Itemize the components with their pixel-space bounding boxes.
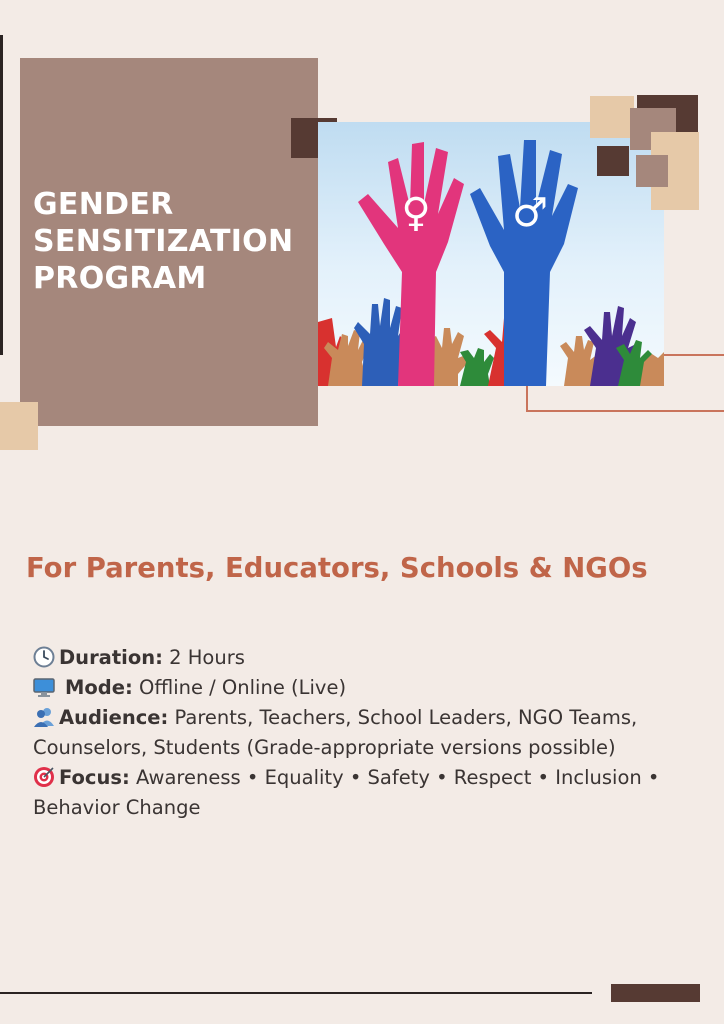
target-icon bbox=[33, 766, 55, 788]
frame-line bbox=[664, 354, 724, 356]
clock-icon bbox=[33, 646, 55, 668]
decor-square-beige bbox=[590, 96, 634, 138]
program-details bbox=[33, 643, 693, 823]
title-line-2: SENSITIZATION bbox=[33, 224, 294, 259]
frame-line bbox=[526, 410, 724, 412]
frame-line bbox=[526, 386, 528, 412]
detail-mode bbox=[33, 673, 693, 703]
female-symbol-icon: ♀ bbox=[401, 190, 431, 236]
title-line-3: PROGRAM bbox=[33, 261, 207, 296]
audience-label: Audience: bbox=[59, 706, 169, 729]
title-block bbox=[20, 58, 318, 426]
mode-label: Mode: bbox=[65, 676, 133, 699]
male-hand bbox=[470, 140, 578, 386]
bottom-rule bbox=[0, 992, 592, 994]
focus-label: Focus: bbox=[59, 766, 130, 789]
mode-value: Offline / Online (Live) bbox=[132, 676, 347, 699]
detail-duration bbox=[33, 643, 693, 673]
detail-audience bbox=[33, 703, 693, 763]
title-line-1: GENDER bbox=[33, 187, 174, 222]
monitor-icon bbox=[33, 676, 55, 698]
decor-square-beige-bottom-left bbox=[0, 402, 38, 450]
page-title bbox=[33, 186, 313, 297]
audience-subtitle: For Parents, Educators, Schools & NGOs bbox=[26, 552, 648, 584]
decor-square-dark bbox=[597, 146, 629, 176]
detail-focus bbox=[33, 763, 693, 823]
left-vertical-rule bbox=[0, 35, 3, 355]
focus-value: Awareness • Equality • Safety • Respect • Inclusion • Behavior Change bbox=[33, 766, 660, 819]
duration-value: 2 Hours bbox=[162, 646, 245, 669]
decor-square-taupe bbox=[636, 155, 668, 187]
people-icon bbox=[33, 706, 55, 728]
duration-label: Duration: bbox=[59, 646, 163, 669]
male-symbol-icon: ♂ bbox=[512, 190, 548, 236]
audience-value: Parents, Teachers, School Leaders, NGO Teams, Counselors, Students (Grade-appropriate versions possible) bbox=[33, 706, 638, 759]
bottom-accent-bar bbox=[611, 984, 700, 1002]
crowd-hands bbox=[318, 298, 664, 386]
